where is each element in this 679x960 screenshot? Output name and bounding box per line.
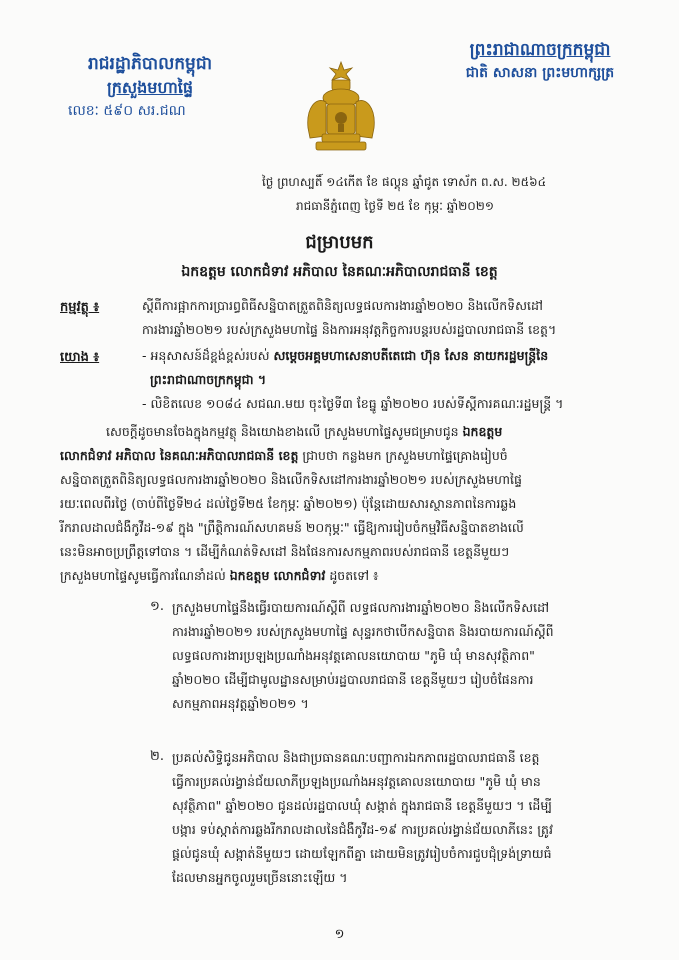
- item-line: ដែលមានអ្នកចូលរួមច្រើននោះឡើយ ។: [172, 870, 348, 885]
- item-number: ១.: [150, 599, 164, 614]
- kingdom-header: [440, 38, 640, 84]
- subject-text: [142, 294, 642, 342]
- national-motto: ជាតិ សាសនា ព្រះមហាក្សត្រ: [465, 65, 615, 81]
- body-line: រីករាលដាលជំងឺកូវីដ-១៩ ក្នុង "ព្រឹត្តិការណ៍សហគមន៍ ២០កុម្ភៈ" ធ្វើឱ្យការរៀបចំកម្មវិធីសន្និបាតខាងលើ: [60, 520, 524, 535]
- body-line: សន្និបាតត្រួតពិនិត្យលទ្ធផលការងារឆ្នាំ២០២០ និងលើកទិសដៅការងារឆ្នាំ២០២១ របស់ក្រសួងមហាផ្ទៃ: [60, 472, 522, 487]
- reference-list: [142, 344, 652, 416]
- body-line: នេះមិនអាចប្រព្រឹត្តទៅបាន ។ ដើម្បីកំណត់ទិសដៅ និងផែនការសកម្មភាពរបស់រាជធានី ខេត្តនីមួយៗ: [60, 544, 510, 559]
- item-line: ការងារឆ្នាំ២០២១ របស់ក្រសួងមហាផ្ទៃ សុន្ទរកថាបើកសន្និបាត និងរបាយការណ៍ស្តីពី: [172, 624, 554, 639]
- body-line: សេចក្តីដូចមានចែងក្នុងកម្មវត្ថុ និងយោងខាងលើ ក្រសួងមហាផ្ទៃសូមជម្រាបជូន ឯកឧត្តម: [106, 424, 503, 439]
- body-line: ក្រសួងមហាផ្ទៃសូមធ្វើការណែនាំដល់ ឯកឧត្តម លោកជំទាវ ដូចតទៅ ៖: [60, 568, 379, 583]
- numbered-item-1: [172, 596, 652, 716]
- item-line: ផ្តល់ជូនឃុំ សង្កាត់នីមួយៗ ដោយឡែកពីគ្នា ដោយមិនត្រូវរៀបចំការជួបជុំទ្រង់ទ្រាយធំ: [172, 846, 552, 861]
- royal-arms-emblem-icon: [296, 58, 386, 154]
- reference-item: - លិខិតលេខ ១០៨៤ សជណ.មយ ចុះថ្ងៃទី៣ ខែធ្នូ ឆ្នាំ២០២០ របស់ទីស្តីការគណៈរដ្ឋមន្ត្រី ។: [142, 396, 564, 411]
- subject-line: ការងារឆ្នាំ២០២១ របស់ក្រសួងមហាផ្ទៃ និងការអនុវត្តកិច្ចការបន្តរបស់រដ្ឋបាលរាជធានី ខេត្ត។: [142, 322, 557, 337]
- item-line: ក្រសួងមហាផ្ទៃនឹងធ្វើរបាយការណ៍ស្តីពី លទ្ធផលការងារឆ្នាំ២០២០ និងលើកទិសដៅ: [172, 600, 549, 615]
- item-line: បង្ការ ទប់ស្កាត់ការឆ្លងរីករាលដាលនៃជំងឺកូវីដ-១៩ ការប្រគល់រង្វាន់ជ័យលាភីនេះ ត្រូវ: [172, 822, 553, 837]
- subject-label: កម្មវត្ថុ ៖: [60, 300, 100, 315]
- reference-item-continuation: ព្រះរាជាណាចក្រកម្ពុជា ។: [150, 372, 267, 387]
- item-line: ប្រគល់សិទ្ធិជូនអភិបាល និងជាប្រធានគណៈបញ្ជាការឯកភាពរដ្ឋបាលរាជធានី ខេត្ត: [172, 750, 540, 765]
- reference-item: - អនុសាសន៍ដ៏ខ្ពង់ខ្ពស់របស់ សម្តេចអគ្គមហាសេនាបតីតេជោ ហ៊ុន សែន នាយករដ្ឋមន្ត្រីនៃ: [142, 348, 549, 363]
- reference-label: យោង ៖: [60, 350, 100, 365]
- reference-number: លេខៈ ៥៩០ សរ.ជណ: [68, 103, 186, 119]
- recipient-line: ឯកឧត្តម លោកជំទាវ អភិបាល នៃគណៈអភិបាលរាជធានី ខេត្ត: [181, 264, 498, 280]
- ministry-name: ក្រសួងមហាផ្ទៃ: [106, 78, 193, 97]
- solar-date: រាជធានីភ្នំពេញ ថ្ងៃទី ២៥ ខែ កុម្ភៈ ឆ្នាំ២០២១: [296, 199, 494, 213]
- item-line: លទ្ធផលការងារប្រឡងប្រណាំងអនុវត្តគោលនយោបាយ "ភូមិ ឃុំ មានសុវត្ថិភាព": [172, 648, 535, 663]
- item-line: សុវត្ថិភាព" ឆ្នាំ២០២០ ជូនដល់រដ្ឋបាលឃុំ សង្កាត់ ក្នុងរាជធានី ខេត្តនីមួយៗ ។ ដើម្បី: [172, 798, 552, 813]
- numbered-item-2: [172, 746, 652, 890]
- item-number: ២.: [150, 749, 164, 764]
- body-line: លោកជំទាវ អភិបាល នៃគណៈអភិបាលរាជធានី ខេត្ត ជ្រាបថា កន្លងមក ក្រសួងមហាផ្ទៃគ្រោងរៀបចំ: [60, 448, 508, 463]
- page-number: ១: [334, 927, 345, 942]
- subject-line: ស្តីពីការផ្អាកការប្រារព្ធពិធីសន្និបាតត្រួតពិនិត្យលទ្ធផលការងារឆ្នាំ២០២០ និងលើកទិសដៅ: [142, 298, 543, 313]
- ministry-header: [60, 52, 240, 122]
- item-line: ធ្វើការប្រគល់រង្វាន់ជ័យលាភីប្រឡងប្រណាំងអនុវត្តគោលនយោបាយ "ភូមិ ឃុំ មាន: [172, 774, 541, 789]
- document-title: ជម្រាបមក: [305, 232, 374, 253]
- item-line: ឆ្នាំ២០២០ ដើម្បីជាមូលដ្ឋានសម្រាប់រដ្ឋបាលរាជធានី ខេត្តនីមួយៗ រៀបចំផែនការ: [172, 672, 534, 687]
- body-paragraph: [60, 420, 640, 588]
- body-line: រយៈពេលពីរថ្ងៃ (ចាប់ពីថ្ងៃទី២៤ ដល់ថ្ងៃទី២៥ ខែកុម្ភៈ ឆ្នាំ២០២១) ប៉ុន្តែដោយសារស្ថានភាពនៃការឆ្លង: [60, 496, 517, 511]
- lunar-date: ថ្ងៃ ព្រហស្បតិ៍ ១៤កើត ខែ ផល្គុន ឆ្នាំជូត ទោស័ក ព.ស. ២៥៦៤: [262, 175, 547, 189]
- government-name: រាជរដ្ឋាភិបាលកម្ពុជា: [87, 54, 213, 74]
- kingdom-name: ព្រះរាជាណាចក្រកម្ពុជា: [469, 40, 611, 60]
- item-line: សកម្មភាពអនុវត្តឆ្នាំ២០២១ ។: [172, 696, 309, 711]
